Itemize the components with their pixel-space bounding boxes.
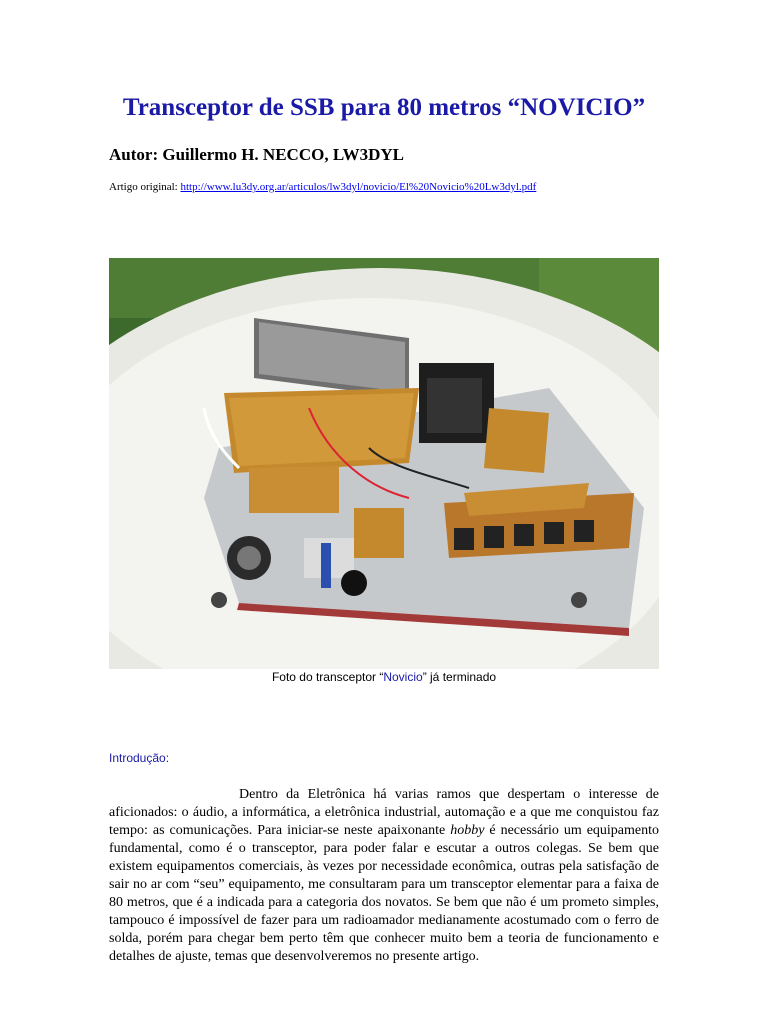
caption-prefix: Foto do transceptor “ (271, 670, 384, 684)
section-heading: Introdução: (109, 751, 170, 765)
original-article-label: Artigo original: (109, 181, 181, 193)
paragraph-text-2: é necessário um equipamento fundamental, como é o transceptor, para poder falar e escutar a outros colegas. Se bem que existem equipamentos comerciais, às vezes por necessidade econômica, outras pela satisfação de sair no ar com “seu” equipamento, me consultaram para um transceptor elementar para a faixa de 80 metros, que é a indicada para a categoria dos novatos. Se bem que não é um prometo simples, tampouco é impossível de fazer para um radioamador medianamente acostumado com o ferro de solda, porém para chegar bem perto têm que conhecer muito bem a teoria de funcionamento e detalhes de ajuste, temas que desenvolveremos no presente artigo. (109, 823, 660, 964)
paragraph-text-1: Dentro da Eletrônica há varias ramos que despertam o interesse de aficionados: o áudio, a informática, a eletrônica industrial, automação e a que me conquistou faz tempo: as comunicações. Para iniciar-se neste apaixonante (109, 787, 659, 838)
original-article-link[interactable]: http://www.lu3dy.org.ar/articulos/lw3dyl/novicio/El%20Novicio%20Lw3dyl.pdf (180, 181, 537, 193)
paragraph-italic-hobby: hobby (450, 823, 485, 838)
author-line: Autor: Guillermo H. NECCO, LW3DYL (109, 145, 404, 164)
transceiver-photo (109, 258, 659, 669)
original-article-line (109, 181, 536, 193)
photo-caption (0, 670, 768, 684)
page-title: Transceptor de SSB para 80 metros “NOVICIO” (122, 94, 646, 121)
caption-highlight: Novicio (383, 670, 423, 684)
caption-suffix: ” já terminado (422, 670, 497, 684)
intro-paragraph (109, 786, 659, 966)
